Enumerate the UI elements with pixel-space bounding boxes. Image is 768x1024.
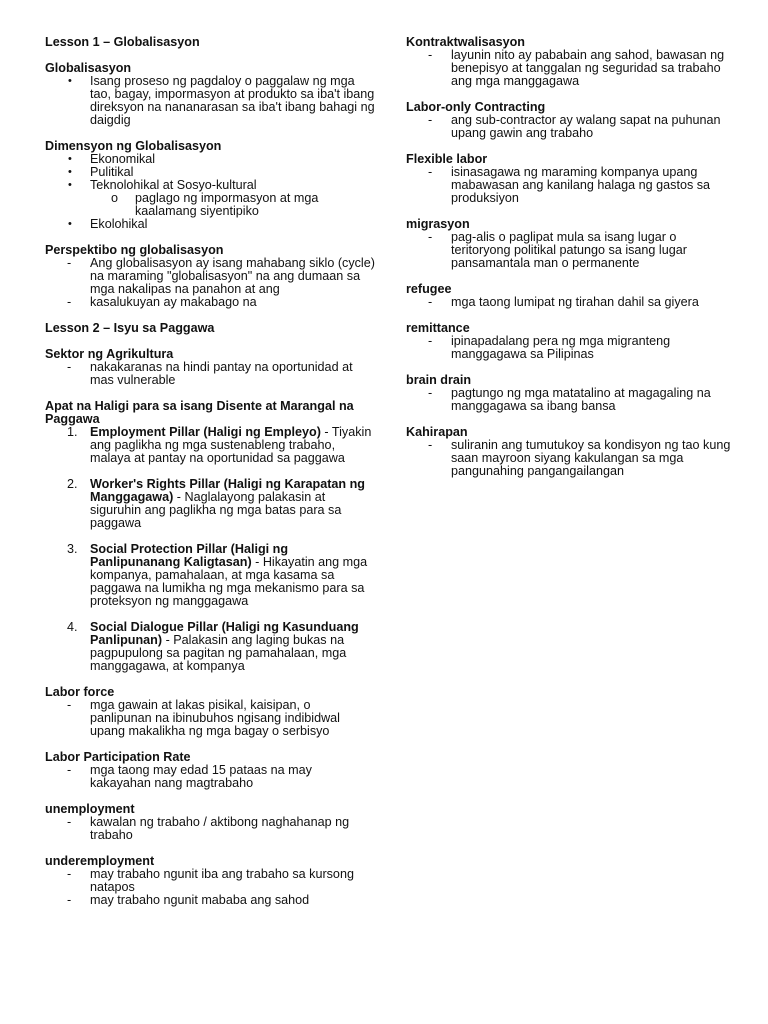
pillar-description: - Hikayatin ang mga kompanya, pamahalaan, at mga kasama sa paggawa na lumikha ng mga mekanismo para sa proteksyon ng manggagawa xyxy=(90,555,368,608)
list-item-text: suliranin ang tumutukoy sa kondisyon ng tao kung saan mayroon siyang kakulangan sa mga pangunahing pangangailangan xyxy=(451,438,731,478)
pillar-name: Social Protection Pillar (Haligi ng Panlipunanang Kaligtasan) xyxy=(90,542,289,569)
list-marker: - xyxy=(67,256,72,270)
list-item-text: ipinapadalang pera ng mga migranteng manggagawa sa Pilipinas xyxy=(451,334,671,361)
section-heading: Globalisasyon xyxy=(45,61,132,75)
bullet-item xyxy=(45,75,375,127)
numbered-item-text xyxy=(90,543,375,608)
section-refugee xyxy=(406,283,736,309)
list-marker: o xyxy=(111,191,119,205)
item-number: 1. xyxy=(67,425,78,439)
section-heading: refugee xyxy=(406,282,452,296)
dash-item xyxy=(45,296,375,309)
list-item-text: nakakaranas na hindi pantay na oportunidad at mas vulnerable xyxy=(90,360,353,387)
list-item-text: isinasagawa ng maraming kompanya upang mabawasan ang kanilang halaga ng gastos sa produksiyon xyxy=(451,165,711,205)
numbered-item xyxy=(45,621,375,673)
list-marker: • xyxy=(68,75,72,87)
section-heading: Apat na Haligi para sa isang Disente at Marangal na Paggawa xyxy=(45,399,354,426)
section-underemployment xyxy=(45,855,375,907)
section-globalisasyon xyxy=(45,62,375,127)
list-item-text: kawalan ng trabaho / aktibong naghahanap ng trabaho xyxy=(90,815,350,842)
section-heading: Labor-only Contracting xyxy=(406,100,546,114)
list-marker: - xyxy=(428,295,433,309)
list-marker: - xyxy=(428,113,433,127)
dash-item xyxy=(406,296,736,309)
pillar-name: Employment Pillar (Haligi ng Empleyo) xyxy=(90,425,321,439)
numbered-item-text xyxy=(90,478,375,530)
section-heading: underemployment xyxy=(45,854,155,868)
pillar-description: - Tiyakin ang paglikha ng mga sustenableng trabaho, malaya at pantay na oportunidad sa paggawa xyxy=(90,425,372,465)
dash-item xyxy=(45,894,375,907)
numbered-item-text xyxy=(90,621,375,673)
list-item-text: Ekonomikal xyxy=(90,152,156,166)
numbered-item xyxy=(45,426,375,465)
lesson-title: Lesson 2 – Isyu sa Paggawa xyxy=(45,321,215,335)
bullet-item xyxy=(45,218,375,231)
section-dimensyon-ng-globalisasyon xyxy=(45,140,375,231)
dash-item xyxy=(406,49,736,88)
list-marker: - xyxy=(67,360,72,374)
left-column xyxy=(45,36,375,920)
list-marker: • xyxy=(68,218,72,230)
section-heading: unemployment xyxy=(45,802,135,816)
list-item-text: kasalukuyan ay makabago na xyxy=(90,295,257,309)
list-item-text: pag-alis o paglipat mula sa isang lugar o teritoryong politikal patungo sa isang lugar pansamantala man o permanente xyxy=(451,230,687,270)
list-item-text: mga taong may edad 15 pataas na may kakayahan nang magtrabaho xyxy=(90,763,312,790)
section-labor-only-contracting xyxy=(406,101,736,140)
list-item-text: layunin nito ay pababain ang sahod, bawasan ng benepisyo at tanggalan ng seguridad sa trabaho ang mga manggagawa xyxy=(451,48,725,88)
section-heading: Kontraktwalisasyon xyxy=(406,35,525,49)
list-item-text: Ekolohikal xyxy=(90,217,148,231)
section-unemployment xyxy=(45,803,375,842)
list-item-text: Ang globalisasyon ay isang mahabang siklo (cycle) na maraming "globalisasyon" na ang dumaan sa mga nakalipas na panahon at ang xyxy=(90,256,375,296)
list-marker: - xyxy=(428,165,433,179)
list-marker: - xyxy=(428,438,433,452)
section-perspektibo-ng-globalisasyon xyxy=(45,244,375,309)
section-heading: Labor force xyxy=(45,685,115,699)
bullet-item xyxy=(45,192,375,218)
item-number: 3. xyxy=(67,542,78,556)
list-item-text: pagtungo ng mga matatalino at magagaling na manggagawa sa ibang bansa xyxy=(451,386,711,413)
dash-item xyxy=(406,231,736,270)
list-item-text: Isang proseso ng pagdaloy o paggalaw ng mga tao, bagay, impormasyon at produkto sa iba't ibang direksyon na nananarasan sa iba't ibang bahagi ng daigdig xyxy=(90,74,375,127)
section-heading: Labor Participation Rate xyxy=(45,750,191,764)
dash-item xyxy=(45,699,375,738)
item-number: 2. xyxy=(67,477,78,491)
dash-item xyxy=(406,114,736,140)
section-heading: migrasyon xyxy=(406,217,470,231)
pillar-description: - Palakasin ang laging bukas na pagpupulong sa pagitan ng pamahalaan, mga manggagawa, at kompanya xyxy=(90,633,347,673)
dash-item xyxy=(406,166,736,205)
section-labor-participation-rate xyxy=(45,751,375,790)
list-marker: - xyxy=(67,763,72,777)
section-kontraktwalisasyon xyxy=(406,36,736,88)
list-marker: - xyxy=(428,230,433,244)
list-marker: • xyxy=(68,179,72,191)
numbered-item-text xyxy=(90,426,375,465)
list-marker: - xyxy=(428,334,433,348)
right-column xyxy=(406,36,736,491)
section-sektor-ng-agrikultura xyxy=(45,348,375,387)
dash-item xyxy=(406,335,736,361)
pillar-name: Worker's Rights Pillar (Haligi ng Karapatan ng Manggagawa) xyxy=(90,477,365,504)
dash-item xyxy=(45,816,375,842)
section-heading: remittance xyxy=(406,321,470,335)
dash-item xyxy=(45,764,375,790)
list-marker: • xyxy=(68,153,72,165)
list-item-text: Teknolohikal at Sosyo-kultural xyxy=(90,178,257,192)
section-heading: Sektor ng Agrikultura xyxy=(45,347,174,361)
list-marker: - xyxy=(428,386,433,400)
list-item-text: paglago ng impormasyon at mga kaalamang siyentipiko xyxy=(135,191,319,218)
list-item-text: ang sub-contractor ay walang sapat na puhunan upang gawin ang trabaho xyxy=(451,113,721,140)
list-item-text: may trabaho ngunit mababa ang sahod xyxy=(90,893,310,907)
dash-item xyxy=(45,361,375,387)
dash-item xyxy=(406,439,736,478)
section-kahirapan xyxy=(406,426,736,478)
list-marker: - xyxy=(428,48,433,62)
dash-item xyxy=(45,868,375,894)
section-flexible-labor xyxy=(406,153,736,205)
numbered-item xyxy=(45,478,375,530)
section-remittance xyxy=(406,322,736,361)
list-marker: - xyxy=(67,893,72,907)
section-heading: Flexible labor xyxy=(406,152,488,166)
section-brain-drain xyxy=(406,374,736,413)
section-heading: Dimensyon ng Globalisasyon xyxy=(45,139,222,153)
section-heading: Kahirapan xyxy=(406,425,468,439)
section-apat-na-haligi-para-sa-isang-disente-at-marangal-na-paggawa xyxy=(45,400,375,673)
section-migrasyon xyxy=(406,218,736,270)
dash-item xyxy=(406,387,736,413)
list-item-text: Pulitikal xyxy=(90,165,134,179)
section-labor-force xyxy=(45,686,375,738)
section-heading: Perspektibo ng globalisasyon xyxy=(45,243,224,257)
list-marker: • xyxy=(68,166,72,178)
list-marker: - xyxy=(67,698,72,712)
list-item-text: may trabaho ngunit iba ang trabaho sa kursong natapos xyxy=(90,867,354,894)
list-marker: - xyxy=(67,815,72,829)
list-marker: - xyxy=(67,867,72,881)
list-marker: - xyxy=(67,295,72,309)
lesson-title: Lesson 1 – Globalisasyon xyxy=(45,35,200,49)
pillar-description: - Naglalayong palakasin at siguruhin ang paglikha ng mga batas para sa paggawa xyxy=(90,490,342,530)
section-heading: brain drain xyxy=(406,373,472,387)
list-item-text: mga taong lumipat ng tirahan dahil sa giyera xyxy=(451,295,699,309)
numbered-item xyxy=(45,543,375,608)
pillar-name: Social Dialogue Pillar (Haligi ng Kasunduang Panlipunan) xyxy=(90,620,359,647)
item-number: 4. xyxy=(67,620,78,634)
list-item-text: mga gawain at lakas pisikal, kaisipan, o panlipunan na ibinubuhos ngisang indibidwal upang makalikha ng mga bagay o serbisyo xyxy=(90,698,340,738)
dash-item xyxy=(45,257,375,296)
